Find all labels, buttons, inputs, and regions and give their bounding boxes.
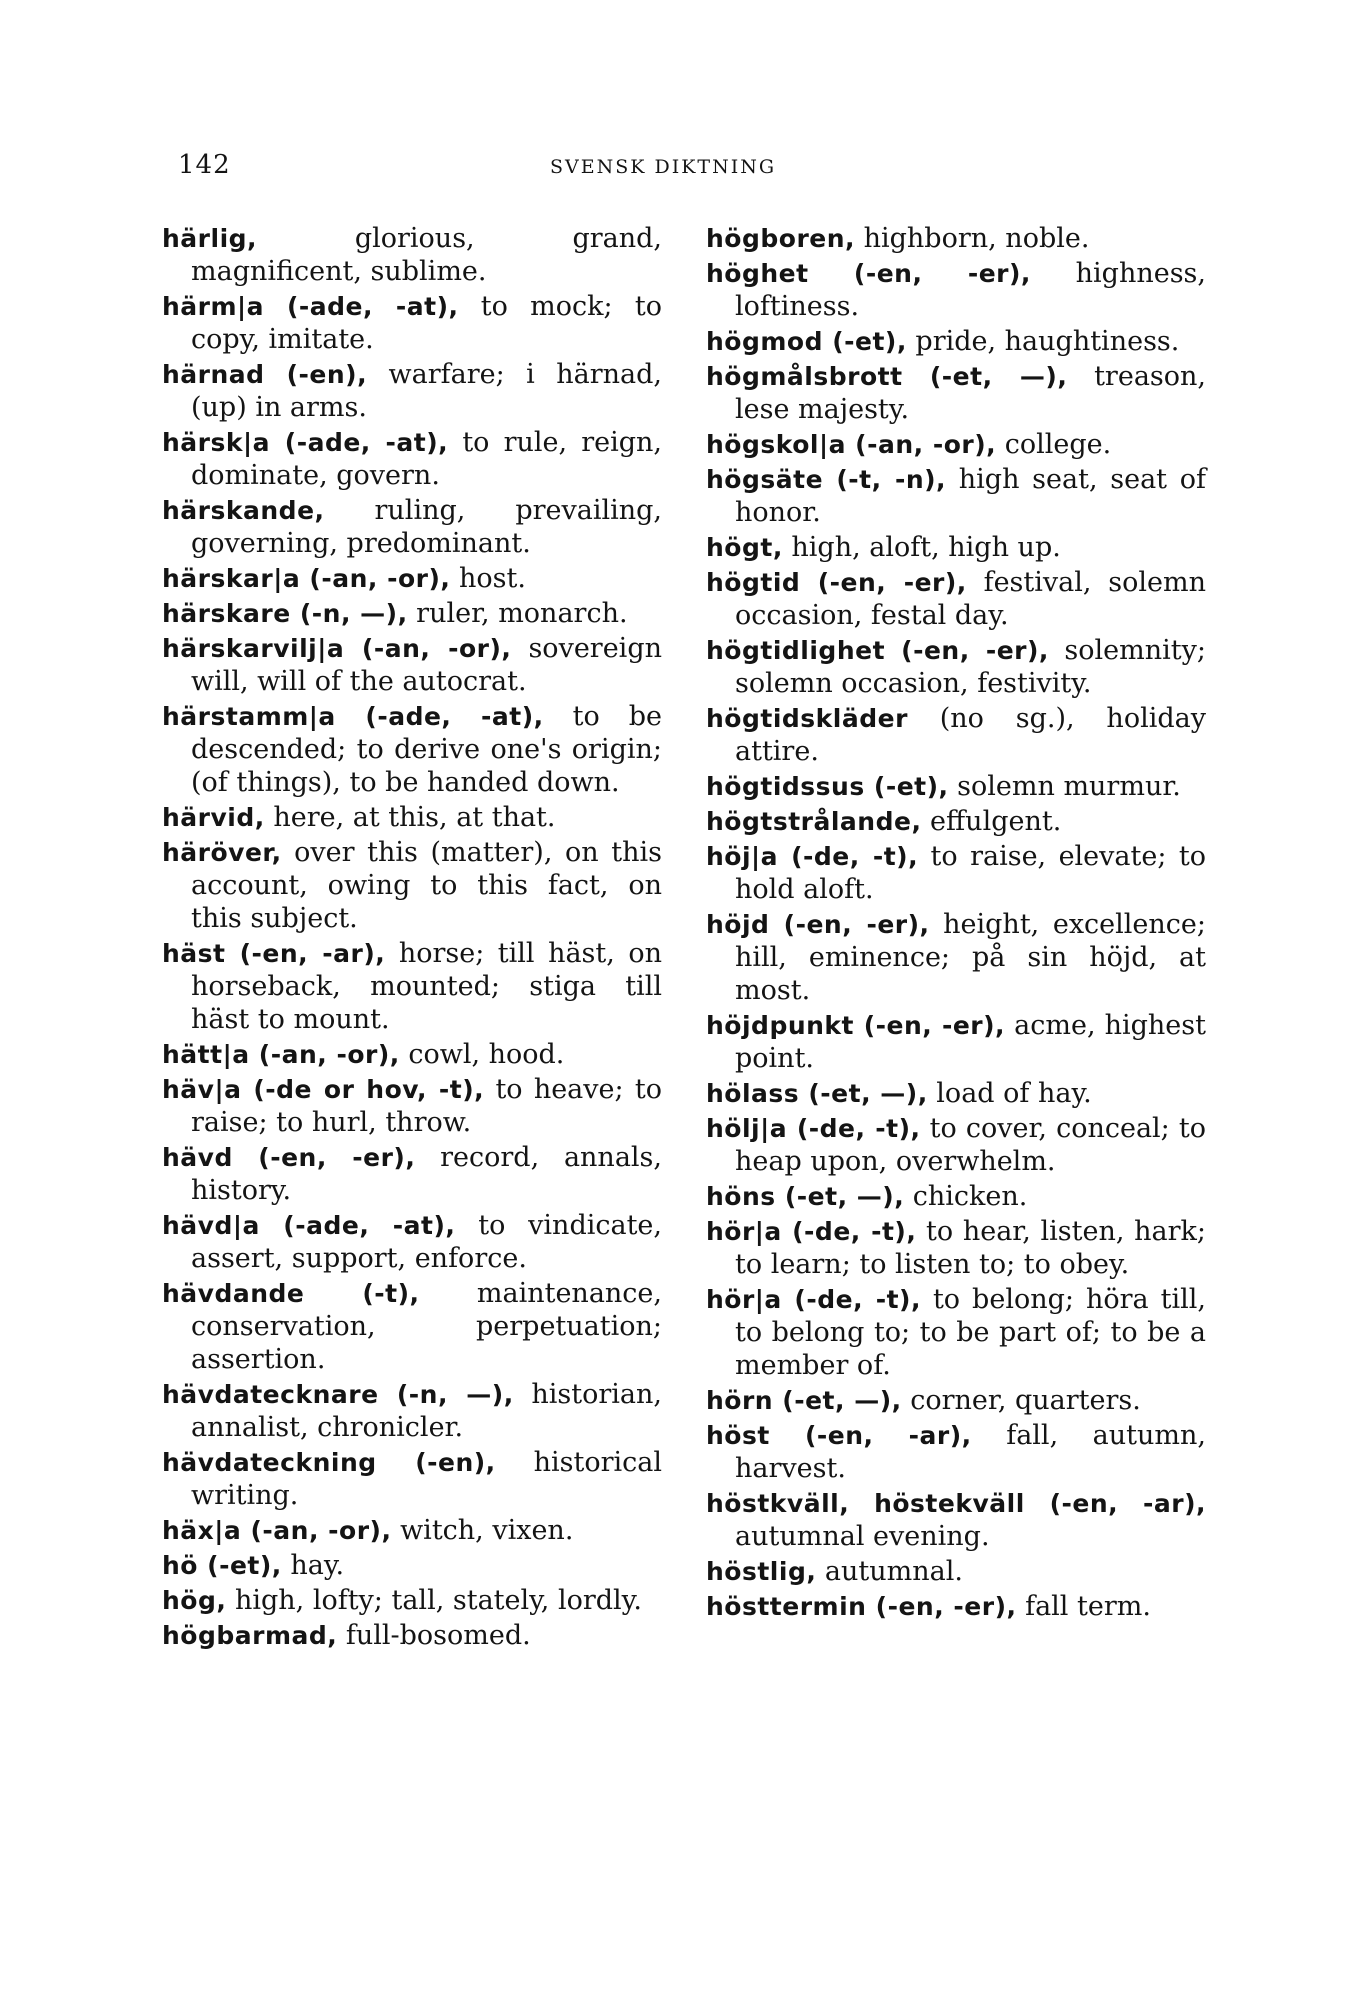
entry-definition: ruling, prevailing, governing, predominant.	[191, 495, 662, 559]
entry-headword: hätt|a (-an, -or),	[162, 1040, 400, 1069]
dictionary-entry	[162, 1038, 662, 1071]
entry-headword: höns (-et, —),	[706, 1182, 905, 1211]
entry-headword: härskare (-n, —),	[162, 599, 408, 628]
entry-definition: to heave; to raise; to hurl, throw.	[191, 1074, 662, 1138]
entry-definition: festival, solemn occasion, festal day.	[735, 567, 1206, 631]
entry-definition: high seat, seat of honor.	[735, 464, 1206, 528]
dictionary-entry	[706, 770, 1206, 803]
entry-definition: witch, vixen.	[391, 1515, 574, 1546]
entry-definition: ruler, monarch.	[407, 598, 628, 629]
entry-headword: högsäte (-t, -n),	[706, 465, 947, 494]
dictionary-entry	[706, 1009, 1206, 1075]
entry-definition: high, lofty; tall, stately, lordly.	[226, 1585, 642, 1616]
dictionary-entry	[706, 257, 1206, 323]
entry-headword: höjd (-en, -er),	[706, 910, 930, 939]
entry-headword: hölj|a (-de, -t),	[706, 1114, 921, 1143]
entry-definition: sovereign will, will of the autocrat.	[191, 633, 662, 697]
entry-definition: to vindicate, assert, support, enforce.	[191, 1210, 662, 1274]
entry-headword: högt,	[706, 533, 783, 562]
dictionary-entry	[162, 562, 662, 595]
entry-definition: hay.	[281, 1550, 345, 1581]
dictionary-entry	[706, 634, 1206, 700]
entry-headword: hölass (-et, —),	[706, 1079, 928, 1108]
entry-headword: hävd|a (-ade, -at),	[162, 1211, 456, 1240]
entry-headword: högtstrålande,	[706, 807, 922, 836]
dictionary-entry	[162, 426, 662, 492]
dictionary-entry	[162, 1209, 662, 1275]
entry-definition: (no sg.), holiday attire.	[735, 703, 1206, 767]
entry-definition: to hear, listen, hark; to learn; to listen to; to obey.	[735, 1216, 1206, 1280]
entry-definition: warfare; i härnad, (up) in arms.	[191, 359, 662, 423]
entry-headword: högbarmad,	[162, 1621, 338, 1650]
entry-definition: acme, highest point.	[735, 1010, 1206, 1074]
dictionary-entry	[162, 1514, 662, 1547]
entry-definition: college.	[996, 429, 1112, 460]
entry-definition: fall term.	[1016, 1591, 1151, 1622]
dictionary-entry	[162, 1446, 662, 1512]
dictionary-entry	[706, 463, 1206, 529]
entry-headword: hävdatecknare (-n, —),	[162, 1380, 514, 1409]
dictionary-entry	[706, 428, 1206, 461]
entry-definition: fall, autumn, harvest.	[735, 1420, 1206, 1484]
entry-headword: härskar|a (-an, -or),	[162, 564, 451, 593]
entry-definition: highness, loftiness.	[735, 258, 1206, 322]
entry-definition: to belong; höra till, to belong to; to be part of; to be a member of.	[735, 1284, 1206, 1381]
entry-headword: häröver,	[162, 838, 282, 867]
entry-headword: hög,	[162, 1586, 227, 1615]
dictionary-entry	[706, 1215, 1206, 1281]
dictionary-entry	[706, 222, 1206, 255]
dictionary-entry	[706, 531, 1206, 564]
dictionary-entry	[706, 1384, 1206, 1417]
entry-definition: solemnity; solemn occasion, festivity.	[735, 635, 1206, 699]
entry-definition: treason, lese majesty.	[735, 361, 1206, 425]
entry-definition: effulgent.	[921, 806, 1062, 837]
dictionary-entry	[706, 1077, 1206, 1110]
dictionary-entry	[706, 1590, 1206, 1623]
entry-definition: here, at this, at that.	[264, 802, 556, 833]
entry-headword: häv|a (-de or hov, -t),	[162, 1075, 485, 1104]
dictionary-entry	[162, 597, 662, 630]
entry-definition: load of hay.	[927, 1078, 1092, 1109]
entry-definition: solemn murmur.	[948, 771, 1181, 802]
entry-headword: högmålsbrott (-et, —),	[706, 362, 1068, 391]
entry-definition: to rule, reign, dominate, govern.	[191, 427, 662, 491]
dictionary-entry	[706, 566, 1206, 632]
entry-headword: höghet (-en, -er),	[706, 259, 1031, 288]
entry-definition: horse; till häst, on horseback, mounted; stiga till häst to mount.	[191, 938, 662, 1035]
dictionary-entry	[706, 702, 1206, 768]
left-column	[162, 222, 662, 1654]
entry-headword: hösttermin (-en, -er),	[706, 1592, 1017, 1621]
entry-definition: to raise, elevate; to hold aloft.	[735, 841, 1206, 905]
dictionary-entry	[706, 805, 1206, 838]
entry-definition: to mock; to copy, imitate.	[191, 291, 662, 355]
entry-definition: glorious, grand, magnificent, sublime.	[191, 223, 662, 287]
entry-headword: höstkväll, höstekväll (-en, -ar),	[706, 1489, 1206, 1518]
dictionary-entry	[706, 1487, 1206, 1553]
entry-definition: record, annals, history.	[191, 1142, 662, 1206]
entry-headword: högtid (-en, -er),	[706, 568, 967, 597]
dictionary-entry	[706, 1112, 1206, 1178]
entry-headword: högskol|a (-an, -or),	[706, 430, 997, 459]
entry-headword: hörn (-et, —),	[706, 1386, 902, 1415]
dictionary-entry	[162, 1549, 662, 1582]
entry-headword: härm|a (-ade, -at),	[162, 292, 459, 321]
entry-definition: host.	[450, 563, 526, 594]
entry-headword: högtidssus (-et),	[706, 772, 949, 801]
dictionary-entry	[706, 840, 1206, 906]
dictionary-entry	[162, 358, 662, 424]
entry-headword: härsk|a (-ade, -at),	[162, 428, 449, 457]
entry-definition: highborn, noble.	[855, 223, 1090, 254]
dictionary-entry	[162, 1277, 662, 1376]
entry-definition: chicken.	[904, 1181, 1028, 1212]
entry-headword: häst (-en, -ar),	[162, 939, 386, 968]
dictionary-entry	[706, 908, 1206, 1007]
dictionary-entry	[162, 937, 662, 1036]
entry-headword: hör|a (-de, -t),	[706, 1285, 921, 1314]
dictionary-entry	[706, 1419, 1206, 1485]
entry-headword: höst (-en, -ar),	[706, 1421, 972, 1450]
entry-headword: högboren,	[706, 224, 856, 253]
entry-definition: over this (matter), on this account, owing to this fact, on this subject.	[191, 837, 662, 934]
dictionary-entry	[706, 1283, 1206, 1382]
entry-headword: härskarvilj|a (-an, -or),	[162, 634, 512, 663]
entry-definition: historian, annalist, chronicler.	[191, 1379, 662, 1443]
entry-definition: full-bosomed.	[337, 1620, 531, 1651]
right-column	[706, 222, 1206, 1625]
entry-headword: högmod (-et),	[706, 327, 907, 356]
entry-definition: height, excellence; hill, eminence; på sin höjd, at most.	[735, 909, 1206, 1006]
dictionary-entry	[162, 222, 662, 288]
entry-headword: hör|a (-de, -t),	[706, 1217, 917, 1246]
entry-headword: härskande,	[162, 496, 325, 525]
running-head: SVENSK DIKTNING	[550, 156, 777, 178]
dictionary-entry	[162, 494, 662, 560]
page-number: 142	[178, 150, 231, 180]
dictionary-entry	[706, 325, 1206, 358]
dictionary-entry	[706, 1180, 1206, 1213]
entry-headword: hävd (-en, -er),	[162, 1143, 416, 1172]
entry-headword: hö (-et),	[162, 1551, 282, 1580]
entry-headword: härstamm|a (-ade, -at),	[162, 702, 544, 731]
dictionary-entry	[162, 1584, 662, 1617]
entry-headword: högtidlighet (-en, -er),	[706, 636, 1049, 665]
dictionary-entry	[706, 1555, 1206, 1588]
entry-definition: corner, quarters.	[901, 1385, 1141, 1416]
entry-definition: historical writing.	[191, 1447, 663, 1511]
dictionary-entry	[162, 1073, 662, 1139]
entry-definition: to cover, conceal; to heap upon, overwhelm.	[735, 1113, 1207, 1177]
entry-headword: höjdpunkt (-en, -er),	[706, 1011, 1006, 1040]
dictionary-entry	[162, 836, 662, 935]
entry-headword: högtidskläder	[706, 704, 908, 733]
dictionary-entry	[162, 1619, 662, 1652]
entry-headword: höstlig,	[706, 1557, 817, 1586]
entry-definition: to be descended; to derive one's origin; (of things), to be handed down.	[191, 701, 662, 798]
entry-headword: höj|a (-de, -t),	[706, 842, 919, 871]
entry-headword: häx|a (-an, -or),	[162, 1516, 392, 1545]
entry-headword: härnad (-en),	[162, 360, 368, 389]
entry-definition: pride, haughtiness.	[906, 326, 1180, 357]
dictionary-entry	[162, 290, 662, 356]
dictionary-entry	[162, 1141, 662, 1207]
entry-headword: härlig,	[162, 224, 258, 253]
dictionary-entry	[162, 1378, 662, 1444]
dictionary-entry	[162, 700, 662, 799]
entry-headword: hävdande (-t),	[162, 1279, 420, 1308]
entry-definition: high, aloft, high up.	[782, 532, 1061, 563]
entry-headword: härvid,	[162, 803, 265, 832]
dictionary-entry	[162, 632, 662, 698]
entry-headword: hävdateckning (-en),	[162, 1448, 496, 1477]
entry-definition: cowl, hood.	[399, 1039, 565, 1070]
entry-definition: autumnal.	[816, 1556, 963, 1587]
dictionary-entry	[162, 801, 662, 834]
dictionary-entry	[706, 360, 1206, 426]
entry-definition: autumnal evening.	[735, 1521, 990, 1552]
entry-definition: maintenance, conservation, perpetuation; assertion.	[191, 1278, 662, 1375]
